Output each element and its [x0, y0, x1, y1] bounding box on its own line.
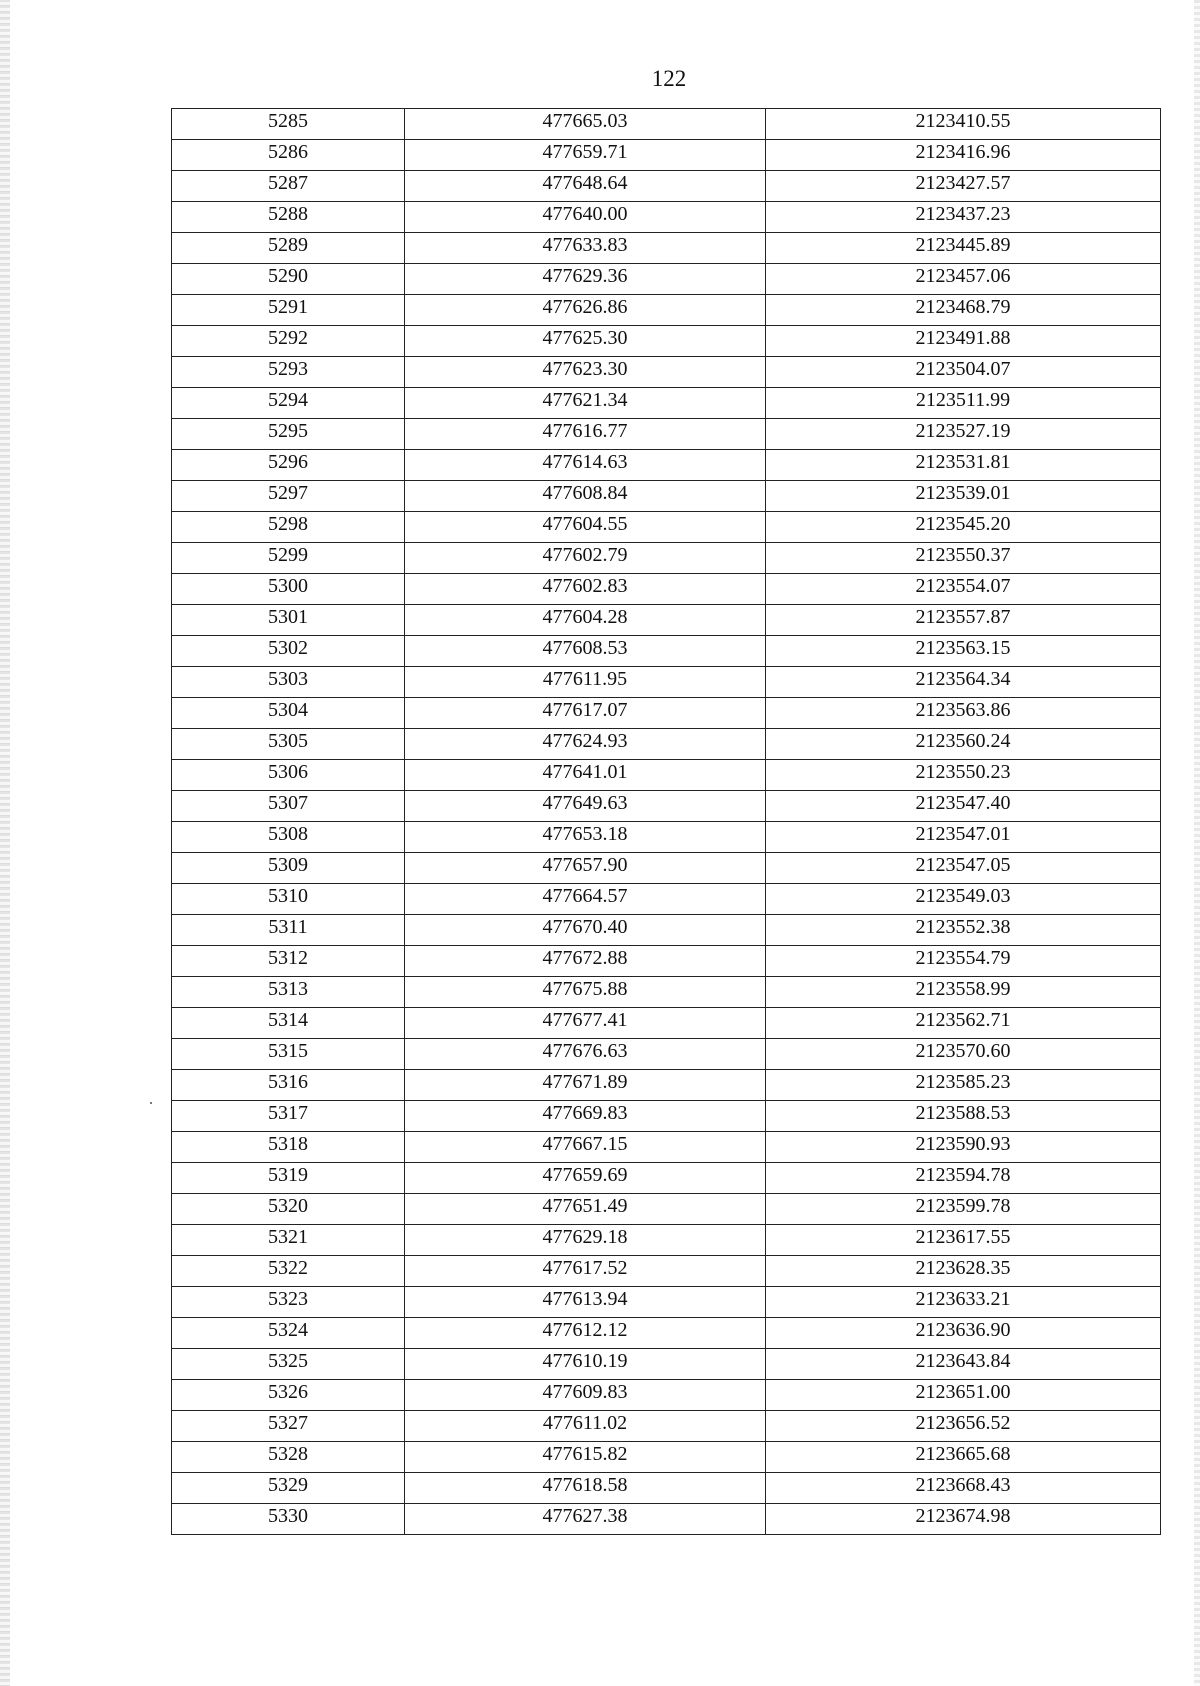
x-coordinate-cell: 477621.34 [405, 385, 766, 416]
table-row [172, 1380, 1161, 1411]
x-coordinate-cell: 477659.69 [405, 1160, 766, 1191]
table-row [172, 419, 1161, 450]
x-coordinate-cell: 477624.93 [405, 726, 766, 757]
x-coordinate-cell: 477677.41 [405, 1005, 766, 1036]
point-id-cell: 5320 [172, 1191, 405, 1222]
x-coordinate-cell: 477608.53 [405, 633, 766, 664]
table-row [172, 1070, 1161, 1101]
point-id-cell: 5324 [172, 1315, 405, 1346]
table-row [172, 1349, 1161, 1380]
y-coordinate-cell: 2123560.24 [766, 726, 1161, 757]
point-id-cell: 5295 [172, 416, 405, 447]
table-row [172, 450, 1161, 481]
point-id-cell: 5330 [172, 1501, 405, 1532]
x-coordinate-cell: 477612.12 [405, 1315, 766, 1346]
point-id-cell: 5325 [172, 1346, 405, 1377]
y-coordinate-cell: 2123617.55 [766, 1222, 1161, 1253]
point-id-cell: 5327 [172, 1408, 405, 1439]
x-coordinate-cell: 477633.83 [405, 230, 766, 261]
y-coordinate-cell: 2123491.88 [766, 323, 1161, 354]
table-row [172, 202, 1161, 233]
x-coordinate-cell: 477651.49 [405, 1191, 766, 1222]
x-coordinate-cell: 477626.86 [405, 292, 766, 323]
point-id-cell: 5306 [172, 757, 405, 788]
table-row [172, 1132, 1161, 1163]
x-coordinate-cell: 477616.77 [405, 416, 766, 447]
x-coordinate-cell: 477618.58 [405, 1470, 766, 1501]
y-coordinate-cell: 2123427.57 [766, 168, 1161, 199]
y-coordinate-cell: 2123594.78 [766, 1160, 1161, 1191]
point-id-cell: 5303 [172, 664, 405, 695]
table-row [172, 326, 1161, 357]
table-row [172, 791, 1161, 822]
x-coordinate-cell: 477604.55 [405, 509, 766, 540]
y-coordinate-cell: 2123554.07 [766, 571, 1161, 602]
point-id-cell: 5302 [172, 633, 405, 664]
point-id-cell: 5308 [172, 819, 405, 850]
point-id-cell: 5317 [172, 1098, 405, 1129]
x-coordinate-cell: 477667.15 [405, 1129, 766, 1160]
x-coordinate-cell: 477614.63 [405, 447, 766, 478]
y-coordinate-cell: 2123570.60 [766, 1036, 1161, 1067]
y-coordinate-cell: 2123674.98 [766, 1501, 1161, 1532]
y-coordinate-cell: 2123643.84 [766, 1346, 1161, 1377]
x-coordinate-cell: 477640.00 [405, 199, 766, 230]
x-coordinate-cell: 477676.63 [405, 1036, 766, 1067]
point-id-cell: 5321 [172, 1222, 405, 1253]
table-row [172, 1504, 1161, 1535]
table-row [172, 1039, 1161, 1070]
x-coordinate-cell: 477665.03 [405, 106, 766, 137]
table-row [172, 605, 1161, 636]
y-coordinate-cell: 2123547.40 [766, 788, 1161, 819]
table-row [172, 667, 1161, 698]
x-coordinate-cell: 477623.30 [405, 354, 766, 385]
point-id-cell: 5312 [172, 943, 405, 974]
table-row [172, 543, 1161, 574]
point-id-cell: 5297 [172, 478, 405, 509]
table-row [172, 1194, 1161, 1225]
table-row [172, 698, 1161, 729]
table-row [172, 1225, 1161, 1256]
table-row [172, 512, 1161, 543]
y-coordinate-cell: 2123557.87 [766, 602, 1161, 633]
y-coordinate-cell: 2123668.43 [766, 1470, 1161, 1501]
table-row [172, 171, 1161, 202]
table-row [172, 295, 1161, 326]
point-id-cell: 5290 [172, 261, 405, 292]
table-row [172, 977, 1161, 1008]
point-id-cell: 5328 [172, 1439, 405, 1470]
scan-speck [150, 1102, 152, 1104]
y-coordinate-cell: 2123599.78 [766, 1191, 1161, 1222]
y-coordinate-cell: 2123563.15 [766, 633, 1161, 664]
table-row [172, 1442, 1161, 1473]
x-coordinate-cell: 477602.79 [405, 540, 766, 571]
point-id-cell: 5313 [172, 974, 405, 1005]
table-row [172, 481, 1161, 512]
y-coordinate-cell: 2123628.35 [766, 1253, 1161, 1284]
table-row [172, 853, 1161, 884]
x-coordinate-cell: 477672.88 [405, 943, 766, 974]
x-coordinate-cell: 477641.01 [405, 757, 766, 788]
y-coordinate-cell: 2123588.53 [766, 1098, 1161, 1129]
x-coordinate-cell: 477617.52 [405, 1253, 766, 1284]
scan-edge-right [1194, 0, 1200, 1686]
table-row [172, 884, 1161, 915]
point-id-cell: 5293 [172, 354, 405, 385]
x-coordinate-cell: 477670.40 [405, 912, 766, 943]
point-id-cell: 5314 [172, 1005, 405, 1036]
table-row [172, 1256, 1161, 1287]
point-id-cell: 5289 [172, 230, 405, 261]
x-coordinate-cell: 477609.83 [405, 1377, 766, 1408]
x-coordinate-cell: 477610.19 [405, 1346, 766, 1377]
table-row [172, 822, 1161, 853]
point-id-cell: 5301 [172, 602, 405, 633]
y-coordinate-cell: 2123468.79 [766, 292, 1161, 323]
y-coordinate-cell: 2123545.20 [766, 509, 1161, 540]
table-row [172, 264, 1161, 295]
x-coordinate-cell: 477625.30 [405, 323, 766, 354]
point-id-cell: 5329 [172, 1470, 405, 1501]
x-coordinate-cell: 477653.18 [405, 819, 766, 850]
y-coordinate-cell: 2123590.93 [766, 1129, 1161, 1160]
y-coordinate-cell: 2123564.34 [766, 664, 1161, 695]
x-coordinate-cell: 477602.83 [405, 571, 766, 602]
table-row [172, 729, 1161, 760]
y-coordinate-cell: 2123563.86 [766, 695, 1161, 726]
point-id-cell: 5292 [172, 323, 405, 354]
table-row [172, 760, 1161, 791]
y-coordinate-cell: 2123457.06 [766, 261, 1161, 292]
point-id-cell: 5322 [172, 1253, 405, 1284]
y-coordinate-cell: 2123550.23 [766, 757, 1161, 788]
x-coordinate-cell: 477664.57 [405, 881, 766, 912]
point-id-cell: 5304 [172, 695, 405, 726]
y-coordinate-cell: 2123562.71 [766, 1005, 1161, 1036]
y-coordinate-cell: 2123554.79 [766, 943, 1161, 974]
point-id-cell: 5298 [172, 509, 405, 540]
y-coordinate-cell: 2123558.99 [766, 974, 1161, 1005]
point-id-cell: 5315 [172, 1036, 405, 1067]
y-coordinate-cell: 2123552.38 [766, 912, 1161, 943]
y-coordinate-cell: 2123665.68 [766, 1439, 1161, 1470]
x-coordinate-cell: 477675.88 [405, 974, 766, 1005]
y-coordinate-cell: 2123511.99 [766, 385, 1161, 416]
x-coordinate-cell: 477657.90 [405, 850, 766, 881]
point-id-cell: 5319 [172, 1160, 405, 1191]
y-coordinate-cell: 2123547.01 [766, 819, 1161, 850]
table-row [172, 233, 1161, 264]
table-row [172, 1318, 1161, 1349]
x-coordinate-cell: 477611.95 [405, 664, 766, 695]
point-id-cell: 5286 [172, 137, 405, 168]
point-id-cell: 5307 [172, 788, 405, 819]
point-id-cell: 5310 [172, 881, 405, 912]
x-coordinate-cell: 477613.94 [405, 1284, 766, 1315]
x-coordinate-cell: 477659.71 [405, 137, 766, 168]
x-coordinate-cell: 477671.89 [405, 1067, 766, 1098]
table-row [172, 915, 1161, 946]
y-coordinate-cell: 2123550.37 [766, 540, 1161, 571]
x-coordinate-cell: 477627.38 [405, 1501, 766, 1532]
table-row [172, 388, 1161, 419]
x-coordinate-cell: 477608.84 [405, 478, 766, 509]
x-coordinate-cell: 477611.02 [405, 1408, 766, 1439]
x-coordinate-cell: 477617.07 [405, 695, 766, 726]
y-coordinate-cell: 2123549.03 [766, 881, 1161, 912]
point-id-cell: 5309 [172, 850, 405, 881]
point-id-cell: 5318 [172, 1129, 405, 1160]
point-id-cell: 5311 [172, 912, 405, 943]
x-coordinate-cell: 477669.83 [405, 1098, 766, 1129]
table-row [172, 1411, 1161, 1442]
point-id-cell: 5296 [172, 447, 405, 478]
point-id-cell: 5316 [172, 1067, 405, 1098]
page-number: 122 [651, 66, 687, 91]
y-coordinate-cell: 2123585.23 [766, 1067, 1161, 1098]
x-coordinate-cell: 477629.18 [405, 1222, 766, 1253]
y-coordinate-cell: 2123531.81 [766, 447, 1161, 478]
point-id-cell: 5323 [172, 1284, 405, 1315]
point-id-cell: 5305 [172, 726, 405, 757]
y-coordinate-cell: 2123539.01 [766, 478, 1161, 509]
scan-edge-left [0, 0, 10, 1686]
table-row [172, 574, 1161, 605]
y-coordinate-cell: 2123527.19 [766, 416, 1161, 447]
y-coordinate-cell: 2123651.00 [766, 1377, 1161, 1408]
table-row [172, 1008, 1161, 1039]
point-id-cell: 5326 [172, 1377, 405, 1408]
y-coordinate-cell: 2123547.05 [766, 850, 1161, 881]
point-id-cell: 5288 [172, 199, 405, 230]
coordinate-table-body [172, 109, 1161, 1535]
y-coordinate-cell: 2123636.90 [766, 1315, 1161, 1346]
y-coordinate-cell: 2123437.23 [766, 199, 1161, 230]
table-row [172, 1101, 1161, 1132]
table-row [172, 636, 1161, 667]
x-coordinate-cell: 477629.36 [405, 261, 766, 292]
coordinate-table [171, 108, 1161, 1535]
point-id-cell: 5285 [172, 106, 405, 137]
point-id-cell: 5291 [172, 292, 405, 323]
point-id-cell: 5299 [172, 540, 405, 571]
x-coordinate-cell: 477604.28 [405, 602, 766, 633]
y-coordinate-cell: 2123656.52 [766, 1408, 1161, 1439]
table-row [172, 357, 1161, 388]
x-coordinate-cell: 477648.64 [405, 168, 766, 199]
table-row [172, 1473, 1161, 1504]
point-id-cell: 5300 [172, 571, 405, 602]
y-coordinate-cell: 2123633.21 [766, 1284, 1161, 1315]
y-coordinate-cell: 2123504.07 [766, 354, 1161, 385]
y-coordinate-cell: 2123445.89 [766, 230, 1161, 261]
y-coordinate-cell: 2123416.96 [766, 137, 1161, 168]
y-coordinate-cell: 2123410.55 [766, 106, 1161, 137]
table-row [172, 109, 1161, 140]
point-id-cell: 5287 [172, 168, 405, 199]
table-row [172, 946, 1161, 977]
table-row [172, 1287, 1161, 1318]
x-coordinate-cell: 477649.63 [405, 788, 766, 819]
point-id-cell: 5294 [172, 385, 405, 416]
table-row [172, 1163, 1161, 1194]
table-row [172, 140, 1161, 171]
x-coordinate-cell: 477615.82 [405, 1439, 766, 1470]
